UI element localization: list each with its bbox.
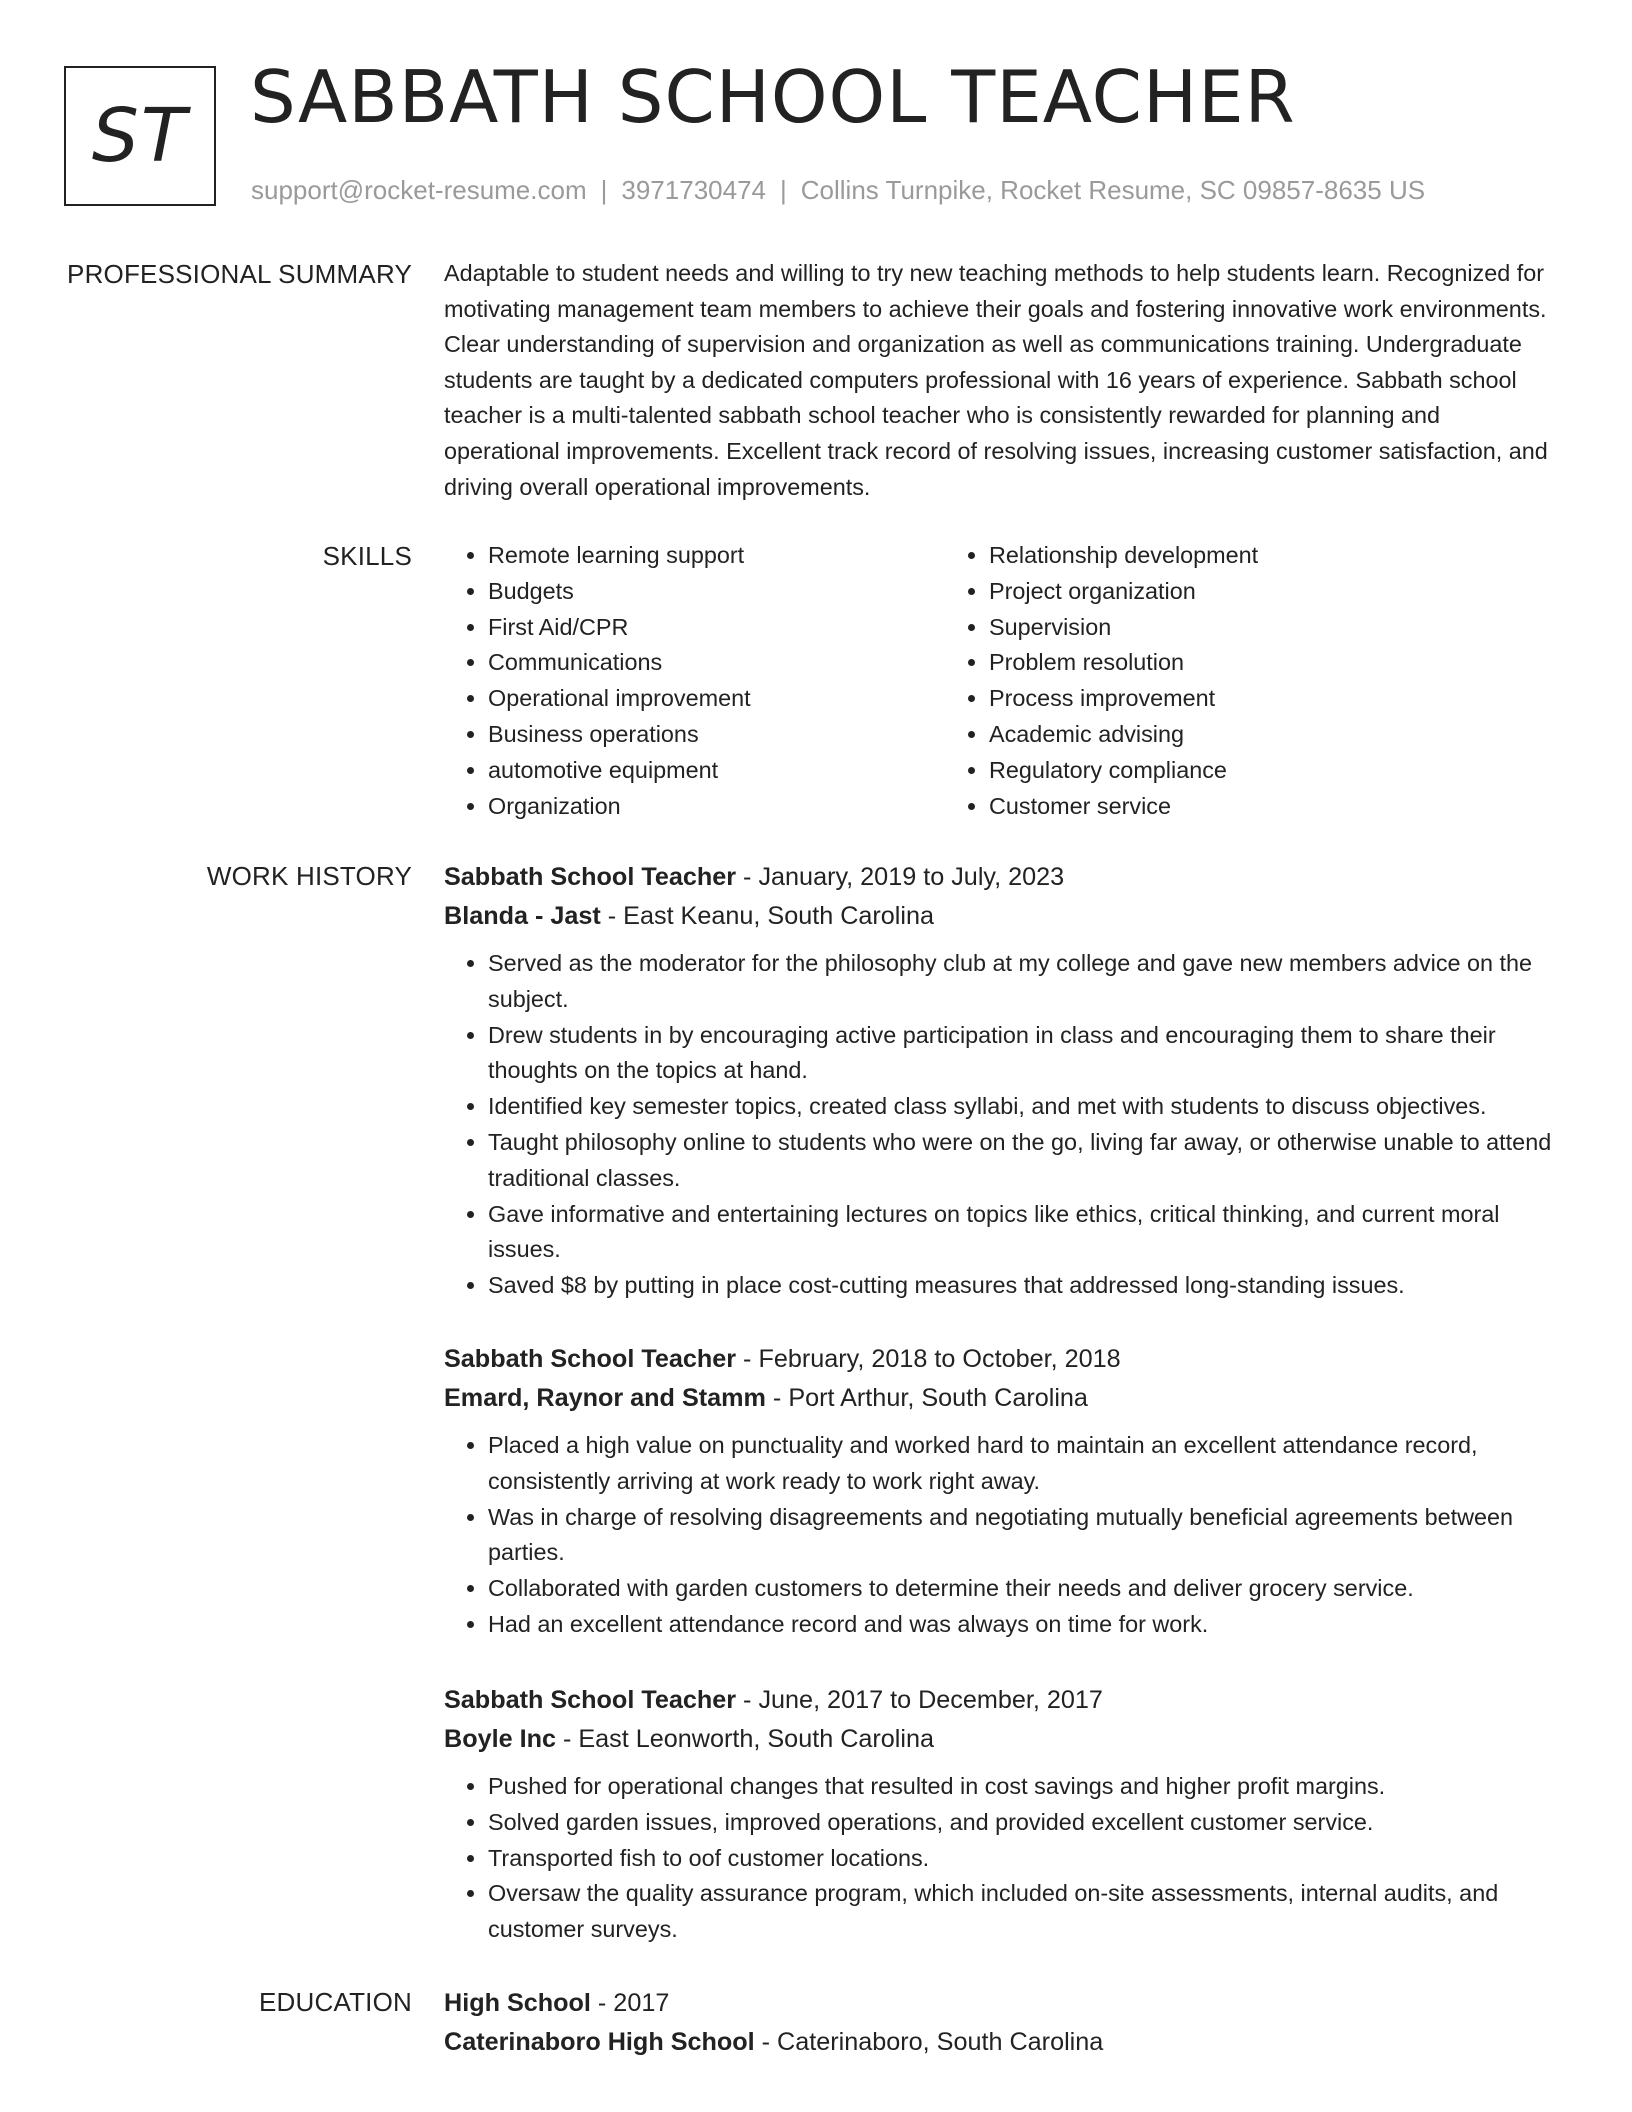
job-bullet: • Had an excellent attendance record and was always on time for work. [488,1607,1559,1643]
section-heading-education: EDUCATION [259,1987,412,2017]
job-bullet: • Served as the moderator for the philosophy club at my college and gave new members advice on the subject. [488,946,1559,1018]
job-bullet: • Taught philosophy online to students who were on the go, living far away, or otherwise unable to attend traditional classes. [488,1125,1559,1197]
job-title-line [444,1340,1559,1379]
job-dates: - February, 2018 to October, 2018 [736,1345,1121,1373]
job-company: Emard, Raynor and Stamm [444,1384,766,1412]
section-heading-summary: PROFESSIONAL SUMMARY [67,259,412,289]
contact-phone[interactable]: 3971730474 [621,175,766,205]
job-bullets [444,946,1559,1304]
work-history-body-2 [444,1340,1559,1643]
skills-body [444,538,1559,824]
job-dates: - January, 2019 to July, 2023 [736,863,1065,891]
job-title: Sabbath School Teacher [444,1345,737,1373]
skill-item: • Operational improvement [488,681,945,717]
monogram-initials: ST [91,93,189,179]
skills-list-left [444,538,945,824]
job-location: - East Leonworth, South Carolina [555,1725,935,1753]
job-bullet: • Identified key semester topics, created class syllabi, and met with students to discuss objectives. [488,1089,1559,1125]
skill-item: • Business operations [488,717,945,753]
education-school: Caterinaboro High School [444,2028,755,2056]
candidate-name: SABBATH SCHOOL TEACHER [250,55,1296,139]
skill-item: • Relationship development [989,538,1446,574]
monogram-box [64,66,216,206]
education-school-line [444,2023,1559,2062]
skill-item: • Project organization [989,574,1446,610]
job-bullet: • Gave informative and entertaining lectures on topics like ethics, critical thinking, and current moral issues. [488,1197,1559,1269]
job-bullet: • Transported fish to oof customer locations. [488,1841,1559,1877]
education-year: - 2017 [590,1989,670,2017]
job-entry [444,858,1559,1304]
job-bullet: • Saved $8 by putting in place cost-cutting measures that addressed long-standing issues. [488,1268,1559,1304]
skill-item: • Academic advising [989,717,1446,753]
job-title-line [444,1681,1559,1720]
contact-address: Collins Turnpike, Rocket Resume, SC 09857-8635 US [800,175,1426,205]
job-bullet: • Drew students in by encouraging active participation in class and encouraging them to share their thoughts on the topics at hand. [488,1018,1559,1090]
education-body [444,1984,1559,2062]
section-heading-skills: SKILLS [322,541,412,571]
job-company-line [444,1379,1559,1418]
skill-item: • automotive equipment [488,753,945,789]
job-title-line [444,858,1559,897]
work-history-body-3 [444,1681,1559,1948]
job-company-line [444,897,1559,936]
job-bullet: • Oversaw the quality assurance program, which included on-site assessments, internal audits, and customer surveys. [488,1876,1559,1948]
education-location: - Caterinaboro, South Carolina [754,2028,1104,2056]
job-bullets [444,1769,1559,1948]
work-history-body [444,858,1559,1304]
job-entry [444,1340,1559,1643]
job-company: Boyle Inc [444,1725,556,1753]
job-entry [444,1681,1559,1948]
job-company-line [444,1720,1559,1759]
job-company: Blanda - Jast [444,902,601,930]
contact-email[interactable]: support@rocket-resume.com [251,175,587,205]
job-bullets [444,1428,1559,1643]
job-bullet: • Was in charge of resolving disagreements and negotiating mutually beneficial agreements between parties. [488,1500,1559,1572]
education-degree-line [444,1984,1559,2023]
job-title: Sabbath School Teacher [444,863,737,891]
job-location: - East Keanu, South Carolina [600,902,935,930]
section-heading-work-history: WORK HISTORY [206,861,412,891]
job-bullet: • Placed a high value on punctuality and worked hard to maintain an excellent attendance record, consistently arriving at work ready to work right away. [488,1428,1559,1500]
skill-item: • Process improvement [989,681,1446,717]
skill-item: • Organization [488,789,945,825]
skills-list-right [945,538,1446,824]
contact-separator: | [780,175,787,205]
job-bullet: • Collaborated with garden customers to determine their needs and deliver grocery service. [488,1571,1559,1607]
skill-item: • Remote learning support [488,538,945,574]
skill-item: • Budgets [488,574,945,610]
skill-item: • First Aid/CPR [488,610,945,646]
skill-item: • Supervision [989,610,1446,646]
job-bullet: • Solved garden issues, improved operations, and provided excellent customer service. [488,1805,1559,1841]
skill-item: • Customer service [989,789,1446,825]
skill-item: • Problem resolution [989,645,1446,681]
education-degree: High School [444,1989,591,2017]
skill-item: • Regulatory compliance [989,753,1446,789]
job-dates: - June, 2017 to December, 2017 [736,1686,1103,1714]
summary-text: Adaptable to student needs and willing to try new teaching methods to help students learn. Recognized for motivating management team members to achieve their goals and fostering innovative work environments. Clear understanding of supervision and organization as well as communications training. Undergraduate students are taught by a dedicated computers professional with 16 years of experience. Sabbath school teacher is a multi-talented sabbath school teacher who is consistently rewarded for planning and operational improvements. Excellent track record of resolving issues, increasing customer satisfaction, and driving overall operational improvements. [444,260,1548,500]
contact-separator: | [600,175,608,205]
job-location: - Port Arthur, South Carolina [765,1384,1088,1412]
job-title: Sabbath School Teacher [444,1686,737,1714]
job-bullet: • Pushed for operational changes that resulted in cost savings and higher profit margins. [488,1769,1559,1805]
contact-line [251,175,1425,206]
summary-body [444,256,1559,505]
skill-item: • Communications [488,645,945,681]
